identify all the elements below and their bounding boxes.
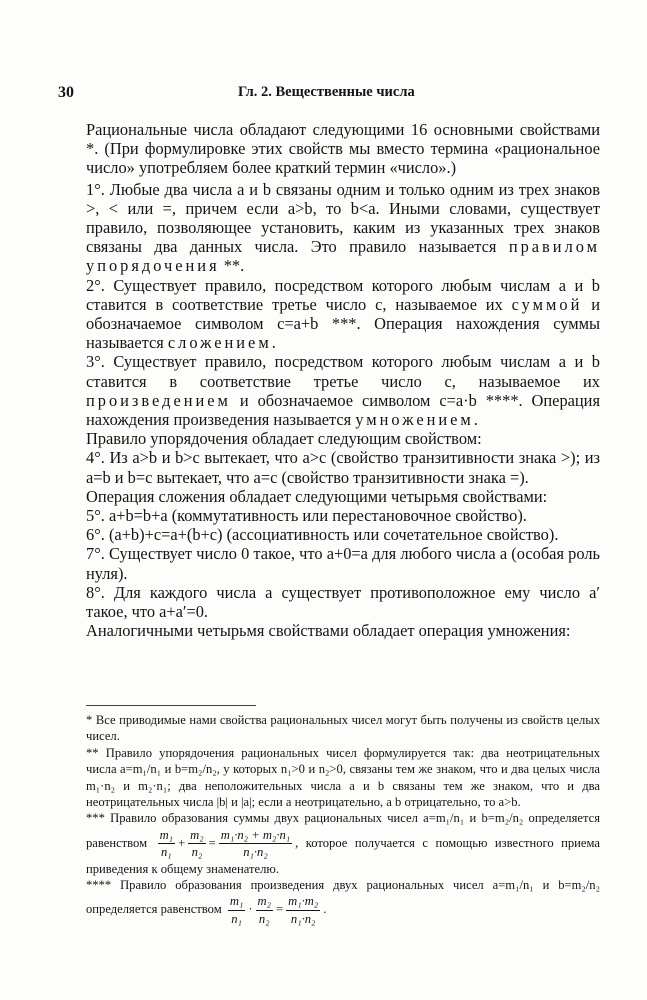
property-1 (86, 180, 600, 276)
term-ordering-rule: правилом упорядочения (86, 237, 600, 276)
footnotes (86, 712, 600, 927)
property-8: 8°. Для каждого числа a существует противоположное ему число a′ такое, что a+a′=0. (86, 582, 600, 622)
property-3-end: . (473, 410, 478, 430)
term-product: произведением (86, 390, 231, 410)
intro-paragraph: Рациональные числа обладают следующими 16 основными свойствами *. (При формулировке этих свойств мы вместо термина «рациональное число» употребляем более краткий термин «число».) (86, 120, 600, 178)
footnote-2: ** Правило упорядочения рациональных чисел формулируется так: два неотрицательных числа a=m₁/n₁ и b=m₂/n₂, у которых n₁>0 и n₂>0, связаны тем же знаком, что и два целых числа m₁·n₂ и m₂·n₁; два неположительных числа a и b связаны тем же знаком, что и два неотрицательных числа |b| и |a|; если a неотрицательно, а b отрицательно, то a>b. (86, 745, 600, 810)
footnote-rule (86, 705, 256, 706)
property-2-mid: и обозначаемое символом c=a+b ***. Операция нахождения суммы называется (86, 294, 600, 353)
fraction-sum: $\frac{\text{m₁·n₂ + m₂·n₁}}{\text{n₁·n₂}}$ (220, 827, 291, 860)
running-title: Гл. 2. Вещественные числа (238, 84, 415, 100)
multiplication-intro: Аналогичными четырьмя свойствами обладает операция умножения: (86, 621, 571, 641)
footnote-4 (86, 877, 600, 927)
property-2-text: 2°. Существует правило, посредством которого любым числам a и b ставится в соответствие третье число c, называемое их (86, 275, 600, 314)
property-2 (86, 276, 600, 353)
equals-sign: = (208, 835, 216, 850)
property-7: 7°. Существует число 0 такое, что a+0=a для любого числа a (особая роль нуля). (86, 544, 600, 583)
fraction-m1-n1: $\frac{\text{m₁}}{\text{n₁}}$ (159, 827, 174, 860)
footnote-4-end: . (323, 902, 327, 917)
fraction-product: $\frac{\text{m₁·m₂}}{\text{n₁·n₂}}$ (288, 894, 319, 926)
property-3-text: 3°. Существует правило, посредством которого любым числам a и b ставится в соответствие третье число c, называемое их (86, 352, 600, 391)
property-1-text: 1°. Любые два числа a и b связаны одним и только одним из трех знаков >, < или =, причем если a>b, то b<a. Иными словами, существует правило, позволяющее установить, каким из указанных трех знаков связаны два данных числа. Это правило называется (86, 179, 600, 257)
footnote-3 (86, 810, 600, 877)
footnote-1: * Все приводимые нами свойства рациональных чисел могут быть получены из свойств целых чисел. (86, 713, 600, 744)
main-text (86, 120, 600, 640)
page-number: 30 (58, 84, 74, 101)
property-2-end: . (271, 333, 276, 353)
plus-sign: + (178, 835, 186, 850)
fraction-m2-n2: $\frac{\text{m₂}}{\text{n₂}}$ (190, 827, 204, 860)
fraction-m2-n2-b: $\frac{\text{m₂}}{\text{n₂}}$ (257, 894, 272, 926)
footnote-4-text: **** Правило образования произведения двух рациональных чисел a=m₁/n₁ и b=m₂/n₂ определяется равенством (86, 878, 600, 917)
footnote-3-end: , которое получается с помощью известного приема приведения к общему знаменателю. (86, 835, 600, 876)
fraction-m1-n1-b: $\frac{\text{m₁}}{\text{n₁}}$ (229, 894, 244, 926)
dot-sign: · (248, 902, 253, 917)
term-sum: суммой (511, 294, 583, 314)
property-5: 5°. a+b=b+a (коммутативность или перестановочное свойство). (86, 506, 527, 526)
property-6: 6°. (a+b)+c=a+(b+c) (ассоциативность или сочетательное свойство). (86, 525, 559, 545)
equals-sign-b: = (276, 902, 284, 917)
term-addition: сложением (167, 333, 272, 353)
property-3-mid: и обозначаемое символом c=a·b ****. Операция нахождения произведения называется (86, 390, 600, 430)
addition-intro: Операция сложения обладает следующими четырьмя свойствами: (86, 486, 548, 506)
footnote-3-text: *** Правило образования суммы двух рациональных чисел a=m₁/n₁ и b=m₂/n₂ определяется равенством (86, 811, 600, 850)
term-multiplication: умножением (355, 410, 474, 430)
property-1-end: **. (219, 256, 245, 276)
property-3 (86, 352, 600, 429)
ordering-intro: Правило упорядочения обладает следующим свойством: (86, 429, 482, 449)
property-4: 4°. Из a>b и b>c вытекает, что a>c (свойство транзитивности знака >); из a=b и b=c вытекает, что a=c (свойство транзитивности знака =). (86, 448, 600, 487)
